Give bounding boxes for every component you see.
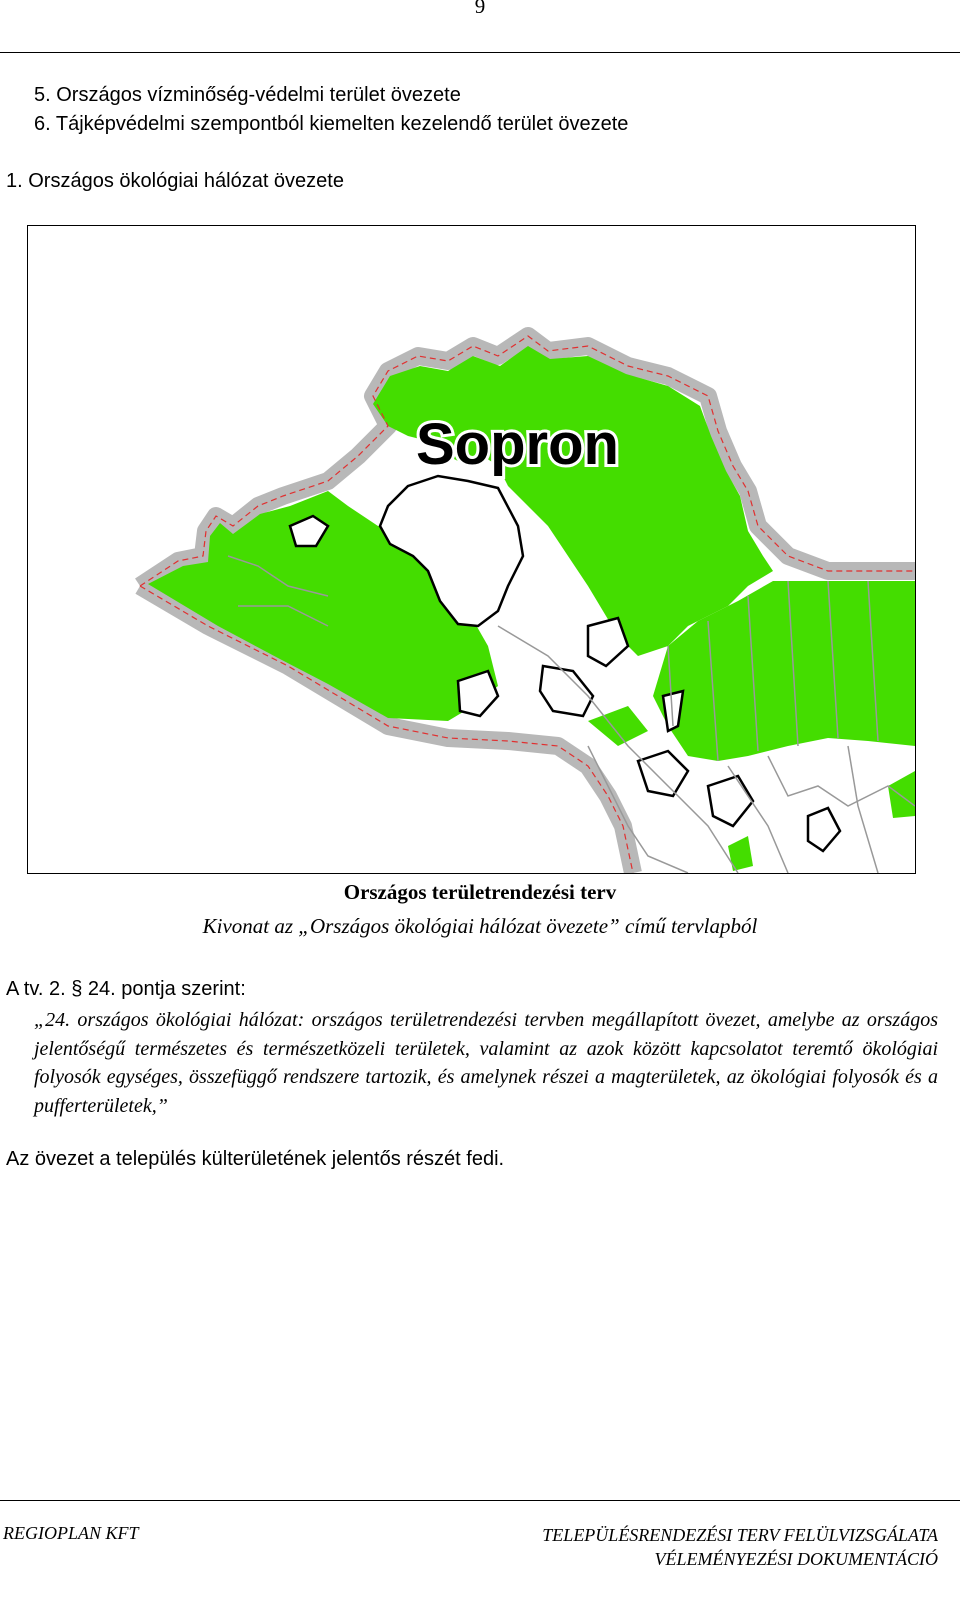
map-town-label: Sopron: [416, 412, 619, 477]
law-quote: „24. országos ökológiai hálózat: országos területrendezési tervben megállapított övezet, amelybe az országos jelentőségű természetes és természetközeli területek, valamint az azok között kapcsolatot teremtő ökológiai folyosók egységes, összefüggő rendszere tartozik, és amelynek részei a magterületek, az ökológiai folyosók és a pufferterületek,”: [34, 1009, 938, 1117]
eco-patch: [588, 706, 648, 746]
footer-title-line1: TELEPÜLÉSRENDEZÉSI TERV FELÜLVIZSGÁLATA: [542, 1525, 938, 1545]
ecological-network-map: [27, 225, 916, 874]
eco-patch: [888, 771, 915, 818]
urban-area: [808, 808, 840, 851]
urban-area: [708, 776, 753, 826]
conclusion-text: Az övezet a település külterületének jelentős részét fedi.: [6, 1148, 505, 1170]
map-caption-subtitle: Kivonat az „Országos ökológiai hálózat övezete” című tervlapból: [202, 914, 758, 938]
footer-title-line2: VÉLEMÉNYEZÉSI DOKUMENTÁCIÓ: [654, 1549, 938, 1569]
map-graphic: [28, 226, 915, 873]
urban-area: [458, 671, 498, 716]
law-reference: A tv. 2. § 24. pontja szerint:: [6, 978, 246, 1000]
urban-area: [638, 751, 688, 796]
page-number: 9: [474, 0, 486, 18]
list-item-5: 5. Országos vízminőség-védelmi terület övezete: [34, 84, 461, 106]
section-heading: 1. Országos ökológiai hálózat övezete: [6, 170, 344, 192]
eco-patch: [728, 836, 753, 871]
map-caption-title: Országos területrendezési terv: [343, 880, 617, 904]
footer-company: REGIOPLAN KFT: [3, 1523, 139, 1543]
footer-rule: [0, 1500, 960, 1501]
list-item-6: 6. Tájképvédelmi szempontból kiemelten kezelendő terület övezete: [34, 113, 629, 135]
footer-document-title: [542, 1523, 938, 1571]
header-rule: [0, 52, 960, 53]
